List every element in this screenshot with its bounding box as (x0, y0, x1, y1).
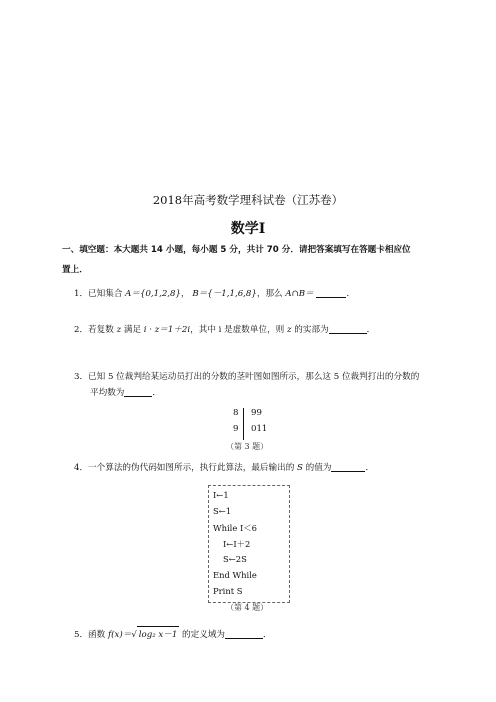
stem-value: 9 (233, 424, 239, 434)
code-line: Print S (213, 586, 243, 596)
stem-row (228, 424, 288, 440)
code-line: I←I＋2 (223, 539, 251, 549)
pseudocode-box (208, 485, 290, 603)
q2-mid1: 满足 (123, 325, 142, 335)
q5-answer-blank[interactable] (225, 628, 263, 639)
q2-mid2: ，其中 i 是虚数单位，则 (190, 325, 285, 335)
question-2 (74, 322, 444, 338)
sqrt-icon: √ (131, 630, 137, 640)
q5-function: f(x)＝ (107, 630, 132, 640)
q3-line1: 3．已知 5 位裁判给某运动员打出的分数的茎叶图如图所示，那么这 5 位裁判打出的分数的 (74, 372, 420, 382)
question-1 (74, 286, 444, 302)
q4-answer-blank[interactable] (331, 461, 365, 472)
q2-var-z: z (116, 325, 122, 335)
q5-mid: 的定义域为 (182, 630, 226, 640)
q4-var-s: S (297, 463, 303, 473)
stem-value: 8 (233, 408, 239, 418)
section-heading-line1: 一、填空题：本大题共 14 小题，每小题 5 分，共计 70 分．请把答案填写在答题卡相应位 (62, 245, 411, 255)
q1-expression: A∩B＝ (285, 289, 314, 299)
question-4 (74, 460, 444, 476)
figure-3-caption: （第 3 题） (226, 442, 269, 451)
figure-4-caption: （第 4 题） (226, 603, 269, 612)
exam-subtitle: 数学Ⅰ (230, 221, 266, 237)
q3-answer-blank[interactable] (124, 386, 152, 397)
q2-end: ． (366, 325, 376, 335)
section-heading-line2: 置上． (62, 265, 88, 275)
question-5 (74, 626, 444, 643)
question-3 (74, 369, 444, 401)
leaf-values: 011 (251, 424, 268, 434)
q1-sep: ， (180, 289, 190, 299)
stem-leaf-plot (228, 408, 288, 456)
q4-prefix: 4．一个算法的伪代码如图所示，执行此算法，最后输出的 (74, 463, 295, 473)
exam-title: 2018年高考数学理科试卷（江苏卷） (152, 193, 344, 207)
q1-set-b: B＝{－1,1,6,8} (192, 289, 257, 299)
q1-prefix: 1．已知集合 (74, 289, 123, 299)
q4-mid: 的值为 (305, 463, 332, 473)
q3-line2: 平均数为 (90, 388, 125, 398)
leaf-values: 99 (251, 408, 262, 418)
q5-radicand: log₂ x－1 (137, 626, 180, 643)
code-line: S←2S (223, 554, 247, 564)
code-line: I←1 (213, 490, 229, 500)
q2-var-z2: z (287, 325, 292, 335)
q4-end: ． (365, 463, 375, 473)
code-line: While I＜6 (213, 523, 257, 533)
q1-mid: ，那么 (256, 289, 283, 299)
code-line: S←1 (213, 506, 232, 516)
q5-end: ． (263, 630, 272, 640)
q5-prefix: 5．函数 (74, 630, 106, 640)
q2-equation: i · z＝1＋2i (143, 325, 191, 335)
q3-line2-wrap (74, 385, 444, 401)
q2-answer-blank[interactable] (329, 323, 367, 334)
stem-row (228, 408, 288, 424)
q2-prefix: 2．若复数 (74, 325, 114, 335)
q2-mid3: 的实部为 (294, 325, 329, 335)
code-line: End While (213, 570, 257, 580)
q1-answer-blank[interactable] (316, 287, 346, 298)
section-heading (62, 240, 434, 280)
q1-set-a: A＝{0,1,2,8} (125, 289, 181, 299)
q3-end: ． (152, 388, 161, 398)
q1-end: ． (346, 289, 356, 299)
